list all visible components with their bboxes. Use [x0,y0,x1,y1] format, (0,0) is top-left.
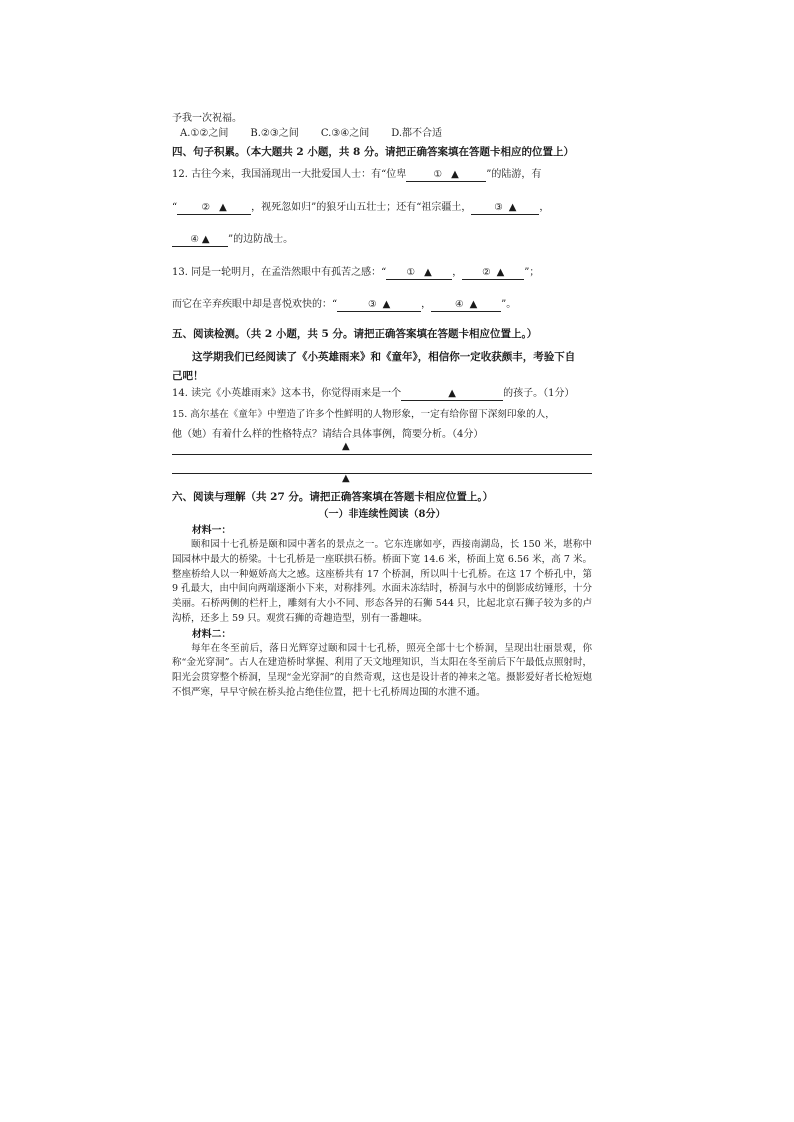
answer-marker-icon: ▲ [201,234,210,246]
option-a: A.①②之间 [180,127,229,139]
section-6-subtitle: （一）非连续性阅读（8分） [318,508,446,520]
answer-marker-icon: ▲ [342,440,350,452]
q13-text-2: ， [452,266,463,278]
q12-line2 [172,201,592,216]
material-1-text: 颐和园十七孔桥是颐和园中著名的景点之一。它东连廓如亭，西接南湖岛，长 150 米，堪称中国园林中最大的桥梁。十七孔桥是一座联拱石桥。桥面下宽 14.6 米，桥面上宽 6.56 米，高 7 米。整座桥给人以一种姬娇高大之感。这座桥共有 17 个桥洞，所以叫十七孔桥。在这 17 个桥孔中，第 9 孔最大，由中间向两端逐渐小下来，对称排列。水面未冻结时，桥洞与水中的倒影成纺锤形，十分美丽。石桥两侧的栏杆上，雕刻有大小不同、形态各异的石狮 544 只，比起北京石狮子较为多的卢沟桥，还多上 59 只。观赏石狮的奇趣造型，别有一番趣味。 [172,539,592,624]
q12-text-2: ”的陆游，有 [486,169,542,181]
q14-text-2: 的孩子。（1分） [503,388,575,400]
answer-line-2[interactable] [172,461,592,484]
q12-blank-3[interactable] [471,202,539,215]
section-5-intro-2: 己吧！ [172,370,204,383]
blank-number: ③ [367,299,377,311]
option-b: B.②③之间 [250,127,299,139]
material-1-label: 材料一： [192,525,232,536]
answer-marker-icon: ▲ [424,266,432,278]
blank-number: ③ [494,201,503,213]
q12-line1 [172,168,592,183]
q12-text-1: 12. 古往今来，我国涌现出一大批爱国人士：有“位卑 [172,169,407,181]
q12-blank-1[interactable] [406,169,486,182]
option-d: D.都不合适 [391,127,443,139]
q13-line1 [172,266,592,281]
blank-number: ② [201,201,210,213]
section-5-title: 五、阅读检测。（共 2 小题，共 5 分。请把正确答案填在答题卡相应位置上。） [172,327,538,340]
q13-blank-4[interactable] [431,299,501,312]
q12-blank-2[interactable] [177,202,251,215]
answer-marker-icon: ▲ [219,201,227,213]
q13-blank-3[interactable] [337,299,421,312]
material-2-label: 材料二： [192,628,232,640]
answer-marker-icon: ▲ [496,266,505,278]
material-2-text: 每年在冬至前后，落日光辉穿过颐和园十七孔桥，照亮全部十七个桥洞，呈现出壮丽景观，你称“金光穿洞”。古人在建造桥时掌握、利用了天文地理知识，当太阳在冬至前后下午最低点照射时，阳光会贯穿整个桥洞，呈现“金光穿洞”的自然奇观，这也是设计者的神来之笔。摄影爱好者长枪短炮不惧严寒，早早守候在桥头抢占绝佳位置，把十七孔桥周边围的水泄不通。 [172,642,592,698]
q12-line3 [172,233,592,248]
blank-number: ② [482,266,491,278]
q14 [172,387,592,402]
q13-blank-2[interactable] [462,267,524,280]
q14-text-1: 14. 读完《小英雄雨来》这本书，你觉得雨来是一个 [172,388,402,400]
q13-blank-1[interactable] [386,267,452,280]
answer-marker-icon: ▲ [382,299,391,311]
q13-text-3: ”； [524,266,540,278]
q13-text-4: 而它在辛弃疾眼中却是喜悦欢快的：“ [172,299,338,311]
answer-marker-icon: ▲ [469,299,478,311]
answer-marker-icon: ▲ [508,201,517,213]
section-5-intro-1: 这学期我们已经阅读了《小英雄雨来》和《童年》，相信你一定收获颇丰，考验下自 [192,350,576,363]
answer-marker-icon: ▲ [451,169,459,181]
section-4-title: 四、句子积累。（本大题共 2 小题，共 8 分。请把正确答案填在答题卡相应的位置上） [172,146,574,158]
q12-blank-4[interactable] [172,234,228,247]
q15-line2: 他（她）有着什么样的性格特点？请结合具体事例，简要分析。（4分） [172,428,484,440]
q11-tail: 予我一次祝福。 [172,113,242,124]
q13-text-1: 13. 同是一轮明月，在孟浩然眼中有孤苦之感：“ [172,266,387,278]
q12-text-5: ， [539,201,550,213]
answer-marker-icon: ▲ [342,472,350,484]
blank-number: ① [433,169,443,181]
blank-number: ① [406,266,416,278]
blank-number: ④ [190,234,199,246]
q13-text-6: ”。 [501,299,517,311]
q13-text-5: ， [421,299,432,311]
q11-options [172,127,592,142]
option-c: C.③④之间 [320,127,370,139]
blank-number: ④ [454,299,464,311]
section-6-title: 六、阅读与理解（共 27 分。请把正确答案填在答题卡相应位置上。） [172,491,494,504]
q12-text-6: ”的边防战士。 [228,234,294,246]
page-content [172,112,592,701]
q14-blank[interactable] [401,388,503,401]
q12-text-3: “ [172,201,178,213]
q12-text-4: ，视死忽如归”的狼牙山五壮士；还有“祖宗疆土， [251,201,472,213]
q15-line1: 15. 高尔基在《童年》中塑造了许多个性鲜明的人物形象，一定有给你留下深刻印象的人， [172,408,555,420]
answer-line-1[interactable] [172,442,592,455]
q13-line2 [172,298,592,313]
answer-marker-icon: ▲ [448,388,456,400]
